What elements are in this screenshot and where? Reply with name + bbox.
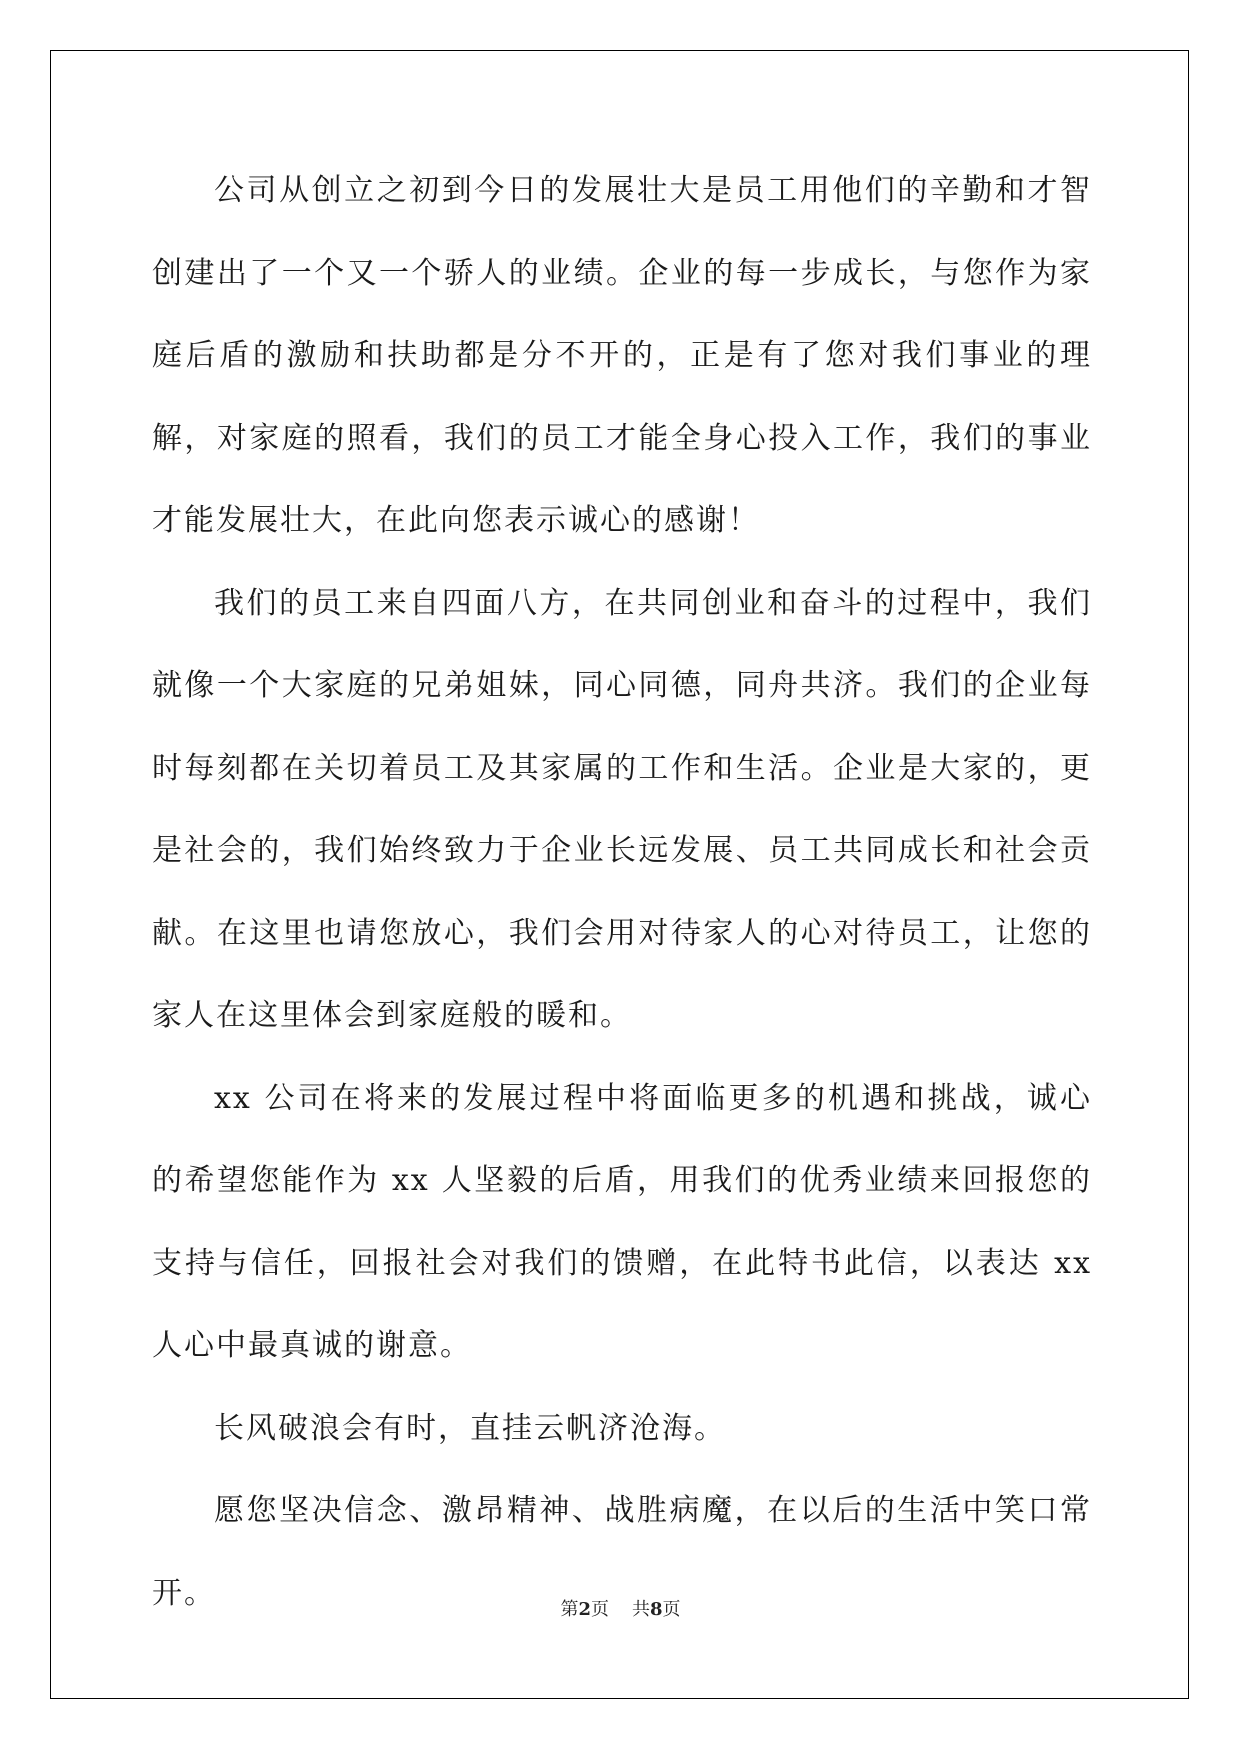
page-footer: [0, 1595, 1241, 1621]
paragraph-2: 我们的员工来自四面八方，在共同创业和奋斗的过程中，我们就像一个大家庭的兄弟姐妹，同心同德，同舟共济。我们的企业每时每刻都在关切着员工及其家属的工作和生活。企业是大家的，更是社会的，我们始终致力于企业长远发展、员工共同成长和社会贡献。在这里也请您放心，我们会用对待家人的心对待员工，让您的家人在这里体会到家庭般的暖和。: [152, 585, 1092, 1033]
letter-body: [152, 150, 1092, 1635]
page-prefix: 第: [560, 1599, 579, 1620]
paragraph-4: 长风破浪会有时，直挂云帆济沧海。: [214, 1410, 726, 1446]
paragraph-5: 愿您坚决信念、激昂精神、战胜病魔，在以后的生活中笑口常开。: [152, 1493, 1092, 1611]
total-page-count: 8: [649, 1599, 663, 1620]
total-prefix: 共: [631, 1599, 650, 1620]
paragraph-1: 公司从创立之初到今日的发展壮大是员工用他们的辛勤和才智创建出了一个又一个骄人的业绩。企业的每一步成长，与您作为家庭后盾的激励和扶助都是分不开的，正是有了您对我们事业的理解，对家庭的照看，我们的员工才能全身心投入工作，我们的事业才能发展壮大，在此向您表示诚心的感谢！: [152, 173, 1092, 538]
page-unit: 页: [591, 1599, 610, 1620]
total-unit: 页: [662, 1599, 681, 1620]
paragraph-3: xx 公司在将来的发展过程中将面临更多的机遇和挑战，诚心的希望您能作为 xx 人坚毅的后盾，用我们的优秀业绩来回报您的支持与信任，回报社会对我们的馈赠，在此特书此信，以表达 xx 人心中最真诚的谢意。: [152, 1080, 1092, 1363]
current-page-number: 2: [578, 1599, 592, 1620]
